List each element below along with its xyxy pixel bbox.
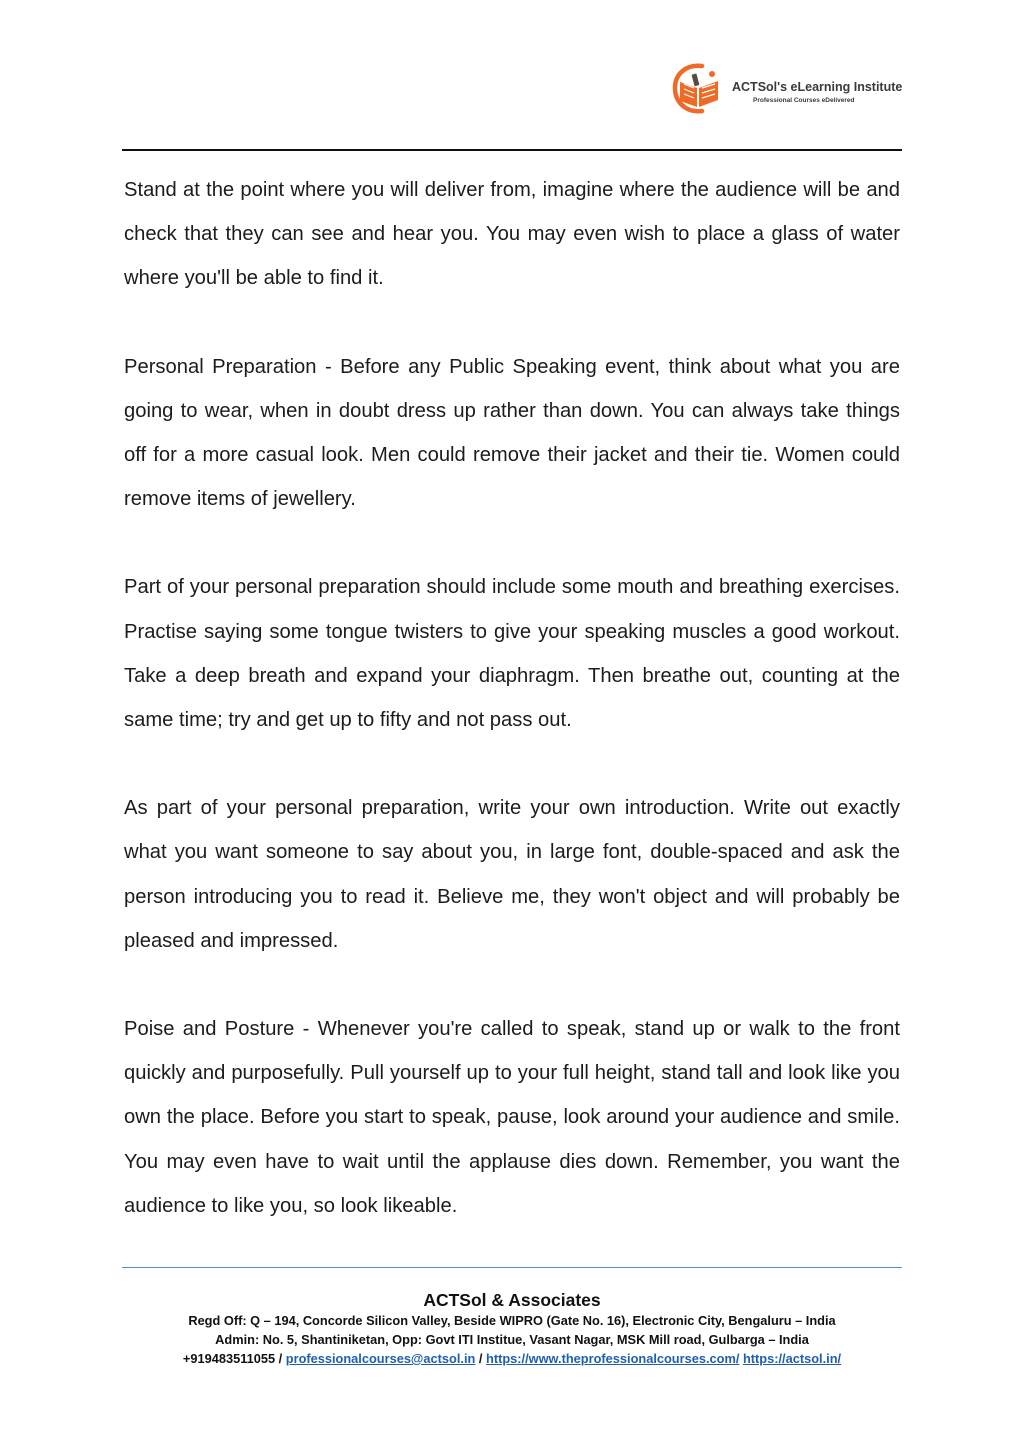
logo-name: ACTSol's eLearning Institute	[732, 80, 903, 94]
footer-contact-line	[100, 1349, 924, 1368]
body-paragraph: Personal Preparation - Before any Public Speaking event, think about what you are going to wear, when in doubt dress up rather than down. You can always take things off for a more casual look. Men could remove their jacket and their tie. Women could remove items of jewellery.	[124, 355, 900, 511]
footer-website-link[interactable]: https://www.theprofessionalcourses.com/	[486, 1351, 740, 1366]
logo-tagline: Professional Courses eDelivered	[753, 97, 855, 104]
body-paragraph: Poise and Posture - Whenever you're called to speak, stand up or walk to the front quickly and purposefully. Pull yourself up to your full height, stand tall and look like you own the place. Before you start to speak, pause, look around your audience and smile. You may even have to wait until the applause dies down. Remember, you want the audience to like you, so look likeable.	[124, 1018, 900, 1217]
header-divider	[122, 149, 902, 151]
footer-company-name: ACTSol & Associates	[423, 1290, 601, 1310]
footer-regd-office: Regd Off: Q – 194, Concorde Silicon Valley, Beside WIPRO (Gate No. 16), Electronic City, Bengaluru – India	[188, 1313, 836, 1328]
body-paragraph: As part of your personal preparation, write your own introduction. Write out exactly what you want someone to say about you, in large font, double-spaced and ask the person introducing you to read it. Believe me, they won't object and will probably be pleased and impressed.	[124, 797, 900, 952]
footer-email-link[interactable]: professionalcourses@actsol.in	[285, 1351, 476, 1366]
footer-divider	[122, 1267, 902, 1268]
footer-separator: /	[275, 1351, 286, 1366]
footer-separator: /	[475, 1351, 486, 1366]
body-paragraph: Stand at the point where you will deliver from, imagine where the audience will be and check that they can see and hear you. You may even wish to place a glass of water where you'll be able to find it.	[124, 179, 900, 290]
page-footer	[100, 1289, 924, 1368]
footer-phone: +919483511055	[182, 1351, 276, 1366]
document-body	[124, 168, 900, 1228]
footer-admin-office: Admin: No. 5, Shantiniketan, Opp: Govt ITI Institue, Vasant Nagar, MSK Mill road, Gulbarga – India	[215, 1332, 809, 1347]
open-book-logo-icon	[672, 60, 732, 116]
company-logo	[672, 60, 903, 116]
body-paragraph: Part of your personal preparation should include some mouth and breathing exercises. Practise saying some tongue twisters to give your speaking muscles a good workout. Take a deep breath and expand your diaphragm. Then breathe out, counting at the same time; try and get up to fifty and not pass out.	[124, 576, 900, 732]
footer-website-link[interactable]: https://actsol.in/	[742, 1351, 842, 1366]
